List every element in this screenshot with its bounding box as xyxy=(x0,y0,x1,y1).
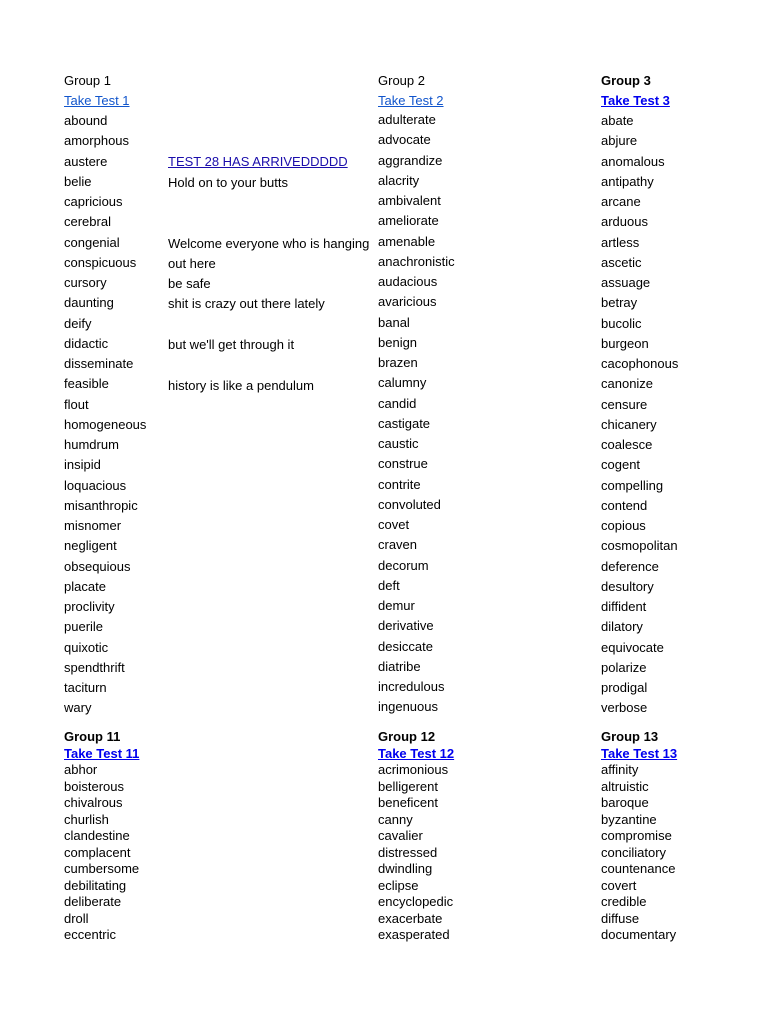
vocab-word: coalesce xyxy=(601,437,653,452)
vocab-word: exacerbate xyxy=(378,910,443,926)
vocab-word: contrite xyxy=(378,476,421,492)
vocab-word: abound xyxy=(64,113,108,128)
vocab-word: acrimonious xyxy=(378,762,449,777)
group-2-word-list xyxy=(378,110,455,718)
vocab-word: craven xyxy=(378,537,418,553)
vocab-word: conspicuous xyxy=(64,254,137,270)
vocab-word: benign xyxy=(378,334,418,350)
vocab-word: prodigal xyxy=(601,680,648,695)
vocab-word: baroque xyxy=(601,795,649,810)
take-test-2-link[interactable]: Take Test 2 xyxy=(378,93,444,108)
vocab-word: puerile xyxy=(64,619,104,635)
vocab-word: castigate xyxy=(378,415,431,431)
vocab-word: copious xyxy=(601,518,646,533)
vocab-word: polarize xyxy=(601,659,647,675)
vocab-word: eccentric xyxy=(64,927,117,942)
note-line-3: out here xyxy=(168,256,216,271)
vocab-word: ameliorate xyxy=(378,213,439,229)
vocab-word: dwindling xyxy=(378,861,433,876)
vocab-word: aggrandize xyxy=(378,152,443,168)
vocab-word: byzantine xyxy=(601,811,657,827)
vocab-word: anachronistic xyxy=(378,253,455,269)
vocab-word: placate xyxy=(64,578,106,594)
vocab-word: complacent xyxy=(64,844,131,860)
vocab-word: droll xyxy=(64,910,89,926)
group-1-title: Group 1 xyxy=(64,73,111,88)
vocab-word: diffident xyxy=(601,599,647,614)
vocab-word: eclipse xyxy=(378,877,419,893)
vocab-word: affinity xyxy=(601,762,639,777)
group-11-column xyxy=(64,728,139,944)
vocab-word: belie xyxy=(64,173,92,189)
vocab-word: banal xyxy=(378,314,410,330)
vocab-word: daunting xyxy=(64,295,114,311)
vocab-word: deliberate xyxy=(64,894,122,909)
vocab-word: compromise xyxy=(601,828,672,843)
vocab-word: demur xyxy=(378,598,415,613)
vocab-word: desultory xyxy=(601,578,654,594)
vocab-word: bucolic xyxy=(601,315,642,331)
group-13-word-list xyxy=(601,762,677,944)
note-line-7: history is like a pendulum xyxy=(168,378,314,393)
vocab-word: encyclopedic xyxy=(378,894,454,909)
group-3-column xyxy=(601,71,678,719)
vocab-word: ambivalent xyxy=(378,193,441,208)
vocab-word: antipathy xyxy=(601,173,654,189)
vocab-word: clandestine xyxy=(64,828,130,843)
vocab-word: negligent xyxy=(64,538,117,554)
vocab-word: cerebral xyxy=(64,214,111,230)
vocab-word: burgeon xyxy=(601,335,649,351)
vocab-word: abate xyxy=(601,113,634,128)
vocab-word: austere xyxy=(64,153,108,169)
group-12-word-list xyxy=(378,762,454,944)
vocab-word: equivocate xyxy=(601,639,664,655)
vocab-word: canonize xyxy=(601,376,654,392)
vocab-word: quixotic xyxy=(64,639,109,655)
note-line-5: shit is crazy out there lately xyxy=(168,296,325,311)
vocab-word: cogent xyxy=(601,457,641,473)
vocab-word: boisterous xyxy=(64,778,124,794)
vocab-word: verbose xyxy=(601,700,648,716)
group-3-title: Group 3 xyxy=(601,73,651,88)
vocab-word: audacious xyxy=(378,274,438,289)
vocab-word: deft xyxy=(378,577,400,593)
vocab-word: spendthrift xyxy=(64,659,125,675)
group-2-title: Group 2 xyxy=(378,73,425,88)
vocab-word: derivative xyxy=(378,618,434,634)
vocab-word: construe xyxy=(378,456,428,472)
vocab-word: belligerent xyxy=(378,778,438,794)
take-test-3-link[interactable]: Take Test 3 xyxy=(601,93,670,108)
vocab-word: beneficent xyxy=(378,795,438,810)
vocab-word: artless xyxy=(601,234,640,250)
vocab-word: didactic xyxy=(64,335,109,351)
vocab-word: congenial xyxy=(64,234,120,250)
take-test-12-link[interactable]: Take Test 12 xyxy=(378,746,455,761)
vocab-word: assuage xyxy=(601,275,651,290)
vocab-word: decorum xyxy=(378,557,429,573)
vocab-word: deference xyxy=(601,558,659,574)
note-line-4: be safe xyxy=(168,276,211,291)
vocab-word: chicanery xyxy=(601,416,657,432)
vocab-word: misnomer xyxy=(64,518,122,533)
group-11-title: Group 11 xyxy=(64,729,121,744)
vocab-word: covet xyxy=(378,517,410,532)
vocab-word: covert xyxy=(601,877,637,893)
vocab-word: cumbersome xyxy=(64,861,140,876)
note-line-2: Welcome everyone who is hanging xyxy=(168,236,370,251)
vocab-word: censure xyxy=(601,396,648,412)
vocab-word: betray xyxy=(601,295,638,311)
group-3-word-list xyxy=(601,111,678,719)
vocab-word: humdrum xyxy=(64,437,119,452)
vocab-word: calumny xyxy=(378,375,427,391)
vocab-word: churlish xyxy=(64,811,109,827)
note-line-6: but we'll get through it xyxy=(168,337,295,352)
note-line-1: Hold on to your butts xyxy=(168,175,288,190)
vocab-word: diffuse xyxy=(601,910,640,926)
vocab-word: distressed xyxy=(378,844,438,860)
vocab-word: proclivity xyxy=(64,599,115,614)
vocab-word: altruistic xyxy=(601,778,649,794)
take-test-11-link[interactable]: Take Test 11 xyxy=(64,746,140,761)
vocab-word: candid xyxy=(378,395,417,411)
vocab-word: contend xyxy=(601,497,648,513)
vocab-word: cosmopolitan xyxy=(601,538,678,554)
vocab-word: misanthropic xyxy=(64,497,138,513)
vocab-word: compelling xyxy=(601,477,664,493)
vocab-word: dilatory xyxy=(601,619,643,635)
vocab-word: incredulous xyxy=(378,679,445,694)
vocab-word: capricious xyxy=(64,194,123,209)
vocab-word: convoluted xyxy=(378,496,441,512)
take-test-13-link[interactable]: Take Test 13 xyxy=(601,746,678,761)
vocab-word: debilitating xyxy=(64,877,127,893)
vocab-word: obsequious xyxy=(64,558,131,574)
vocab-word: brazen xyxy=(378,355,418,370)
vocab-word: documentary xyxy=(601,927,677,942)
vocab-word: ascetic xyxy=(601,254,642,270)
announcement-link[interactable]: TEST 28 HAS ARRIVEDDDDD xyxy=(168,154,348,169)
vocab-word: canny xyxy=(378,811,413,827)
group-12-title: Group 12 xyxy=(378,729,436,744)
vocab-word: desiccate xyxy=(378,638,433,654)
vocab-word: taciturn xyxy=(64,680,107,695)
vocab-word: amorphous xyxy=(64,133,130,149)
group-12-column xyxy=(378,728,454,944)
group-2-column xyxy=(378,71,455,718)
vocab-word: loquacious xyxy=(64,477,127,493)
vocab-word: insipid xyxy=(64,457,101,473)
vocab-word: ingenuous xyxy=(378,699,438,715)
vocab-word: exasperated xyxy=(378,927,450,942)
vocab-word: arduous xyxy=(601,214,648,230)
vocab-word: anomalous xyxy=(601,153,665,169)
vocab-word: abhor xyxy=(64,762,98,777)
vocab-word: cacophonous xyxy=(601,356,679,371)
group-13-title: Group 13 xyxy=(601,729,659,744)
vocab-word: homogeneous xyxy=(64,416,147,432)
group-13-column xyxy=(601,728,677,944)
vocab-word: amenable xyxy=(378,233,436,249)
vocab-word: feasible xyxy=(64,376,109,392)
vocab-word: avaricious xyxy=(378,294,437,310)
group-11-word-list xyxy=(64,762,139,944)
vocab-word: abjure xyxy=(601,133,638,149)
vocab-word: flout xyxy=(64,396,89,412)
vocab-word: conciliatory xyxy=(601,844,667,860)
vocab-word: caustic xyxy=(378,436,419,451)
vocab-word: wary xyxy=(64,700,92,716)
vocab-word: cavalier xyxy=(378,828,423,843)
group-1-column xyxy=(64,71,146,719)
vocab-word: deify xyxy=(64,315,92,331)
group-1-word-list xyxy=(64,111,146,719)
take-test-1-link[interactable]: Take Test 1 xyxy=(64,93,130,108)
vocab-word: alacrity xyxy=(378,172,420,188)
vocab-word: countenance xyxy=(601,861,676,876)
vocab-word: arcane xyxy=(601,194,641,209)
vocab-word: adulterate xyxy=(378,112,436,127)
vocab-word: cursory xyxy=(64,275,107,290)
vocab-word: advocate xyxy=(378,132,431,148)
vocab-word: disseminate xyxy=(64,356,134,371)
vocab-word: chivalrous xyxy=(64,795,123,810)
vocab-word: diatribe xyxy=(378,658,421,674)
vocab-word: credible xyxy=(601,894,647,909)
